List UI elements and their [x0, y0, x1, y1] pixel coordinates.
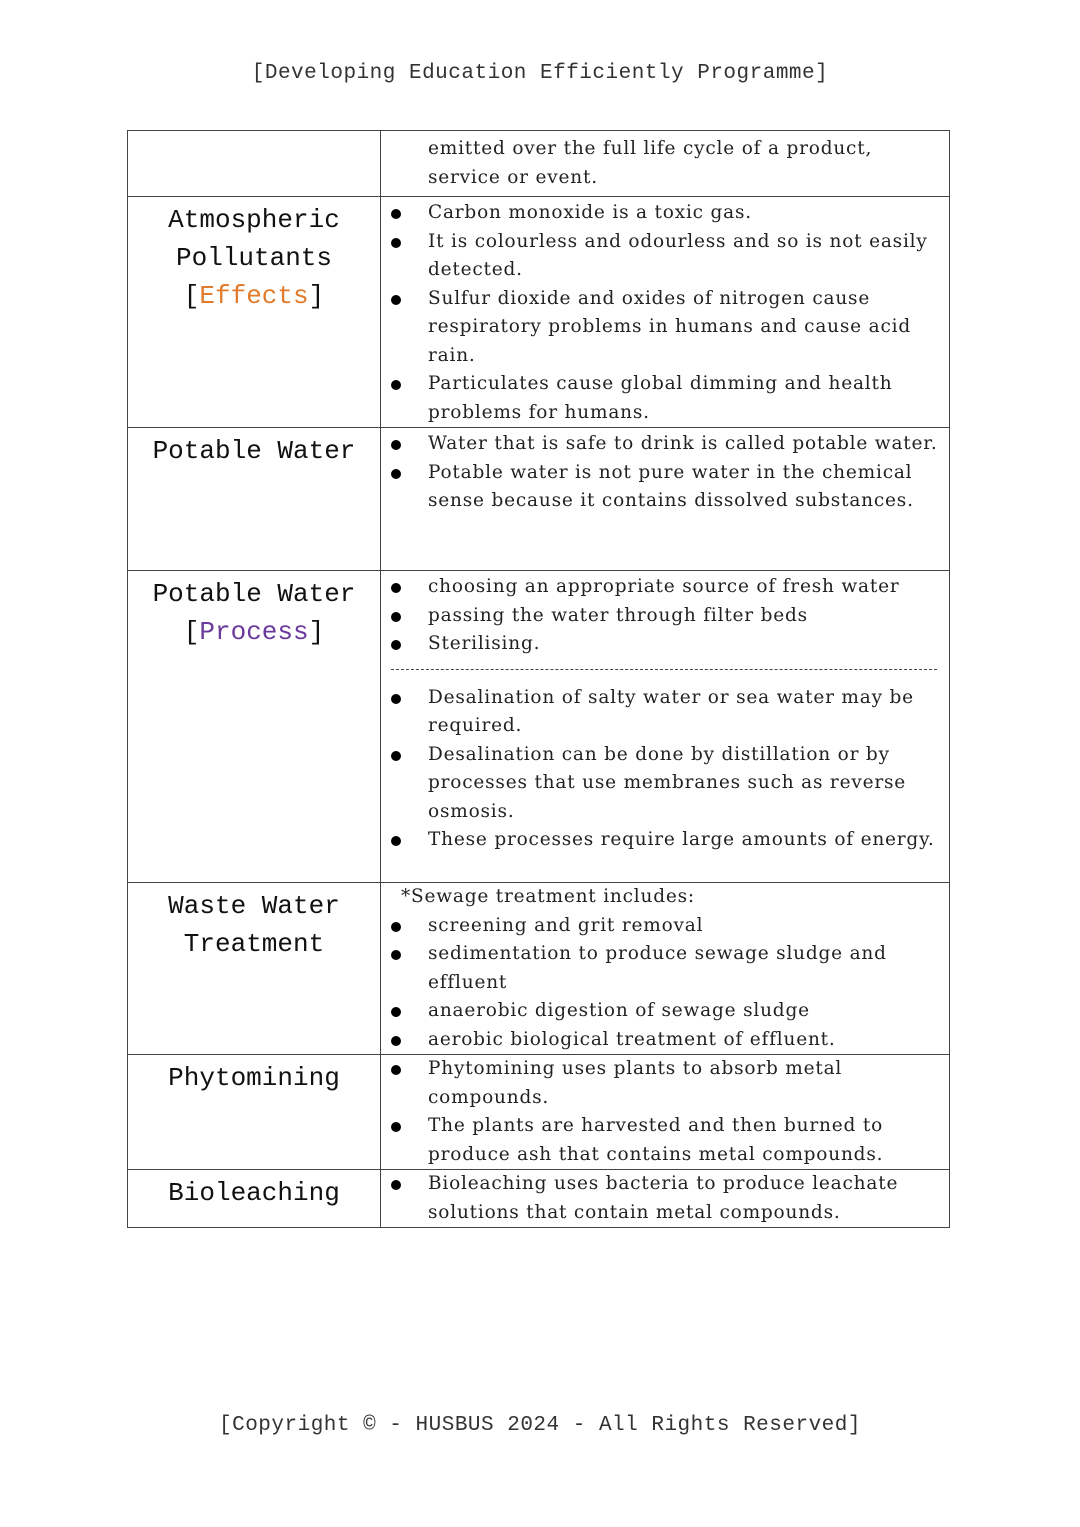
list-item: These processes require large amounts of energy. — [381, 826, 949, 855]
list-item: Sterilising. — [381, 630, 949, 659]
list-item: screening and grit removal — [381, 912, 949, 941]
bullet-icon — [391, 469, 401, 479]
term-treatment: Treatment — [183, 929, 325, 959]
table-row — [128, 197, 950, 428]
term-waste-water: Waste Water — [168, 891, 340, 921]
list-item: Sulfur dioxide and oxides of nitrogen cause respiratory problems in humans and cause acid rain. — [381, 285, 949, 371]
bullet-icon — [391, 238, 401, 248]
list-item: Particulates cause global dimming and health problems for humans. — [381, 370, 949, 427]
list-item: Phytomining uses plants to absorb metal compounds. — [381, 1055, 949, 1112]
bullet-icon — [391, 440, 401, 450]
bullet-icon — [391, 380, 401, 390]
term-tag-effects: [Effects] — [183, 281, 325, 311]
continuation-text: emitted over the full life cycle of a product, service or event. — [428, 138, 873, 188]
bullet-icon — [391, 1122, 401, 1132]
list-item: Carbon monoxide is a toxic gas. — [381, 199, 949, 228]
description-cell — [381, 571, 950, 883]
description-cell — [381, 1055, 950, 1170]
description-cell — [381, 883, 950, 1055]
bullet-icon — [391, 1007, 401, 1017]
list-item: It is colourless and odourless and so is not easily detected. — [381, 228, 949, 285]
term-potable-water: Potable Water — [152, 436, 356, 466]
term-cell — [128, 197, 381, 428]
list-item: Desalination of salty water or sea water may be required. — [381, 684, 949, 741]
bullet-icon — [391, 295, 401, 305]
list-item: Water that is safe to drink is called potable water. — [381, 430, 949, 459]
list-item: The plants are harvested and then burned to produce ash that contains metal compounds. — [381, 1112, 949, 1169]
table-row — [128, 1170, 950, 1228]
description-cell — [381, 131, 950, 197]
description-cell — [381, 197, 950, 428]
table-row — [128, 1055, 950, 1170]
table-row — [128, 883, 950, 1055]
bullet-icon — [391, 209, 401, 219]
bullet-icon — [391, 950, 401, 960]
bullet-icon — [391, 751, 401, 761]
bullet-icon — [391, 612, 401, 622]
list-item: sedimentation to produce sewage sludge and effluent — [381, 940, 949, 997]
term-cell — [128, 131, 381, 197]
term-cell — [128, 428, 381, 571]
term-cell — [128, 883, 381, 1055]
term-potable-water-process: Potable Water — [152, 579, 356, 609]
list-item: Potable water is not pure water in the chemical sense because it contains dissolved substances. — [381, 459, 949, 516]
list-item: Bioleaching uses bacteria to produce leachate solutions that contain metal compounds. — [381, 1170, 949, 1227]
bullet-icon — [391, 922, 401, 932]
term-pollutants: Pollutants — [175, 243, 333, 273]
description-cell — [381, 1170, 950, 1228]
note-text: *Sewage treatment includes: — [401, 886, 695, 907]
list-item: aerobic biological treatment of effluent. — [381, 1026, 949, 1055]
table-row — [128, 571, 950, 883]
list-item: Desalination can be done by distillation or by processes that use membranes such as reverse osmosis. — [381, 741, 949, 827]
dashed-divider — [391, 669, 937, 670]
list-item: anaerobic digestion of sewage sludge — [381, 997, 949, 1026]
bullet-icon — [391, 583, 401, 593]
term-cell — [128, 1055, 381, 1170]
term-atmospheric: Atmospheric — [168, 205, 340, 235]
page-footer: [Copyright © - HUSBUS 2024 - All Rights Reserved] — [218, 1414, 861, 1437]
description-cell — [381, 428, 950, 571]
table-row — [128, 428, 950, 571]
bullet-icon — [391, 694, 401, 704]
table-row — [128, 131, 950, 197]
list-item: choosing an appropriate source of fresh water — [381, 573, 949, 602]
bullet-icon — [391, 1036, 401, 1046]
bullet-icon — [391, 1065, 401, 1075]
page-header: [Developing Education Efficiently Programme] — [251, 62, 829, 85]
bullet-icon — [391, 836, 401, 846]
bullet-icon — [391, 1180, 401, 1190]
term-bioleaching: Bioleaching — [168, 1178, 340, 1208]
term-phytomining: Phytomining — [168, 1063, 340, 1093]
term-tag-process: [Process] — [183, 617, 325, 647]
term-cell — [128, 1170, 381, 1228]
list-item: passing the water through filter beds — [381, 602, 949, 631]
term-cell — [128, 571, 381, 883]
revision-table — [127, 130, 950, 1228]
bullet-icon — [391, 640, 401, 650]
